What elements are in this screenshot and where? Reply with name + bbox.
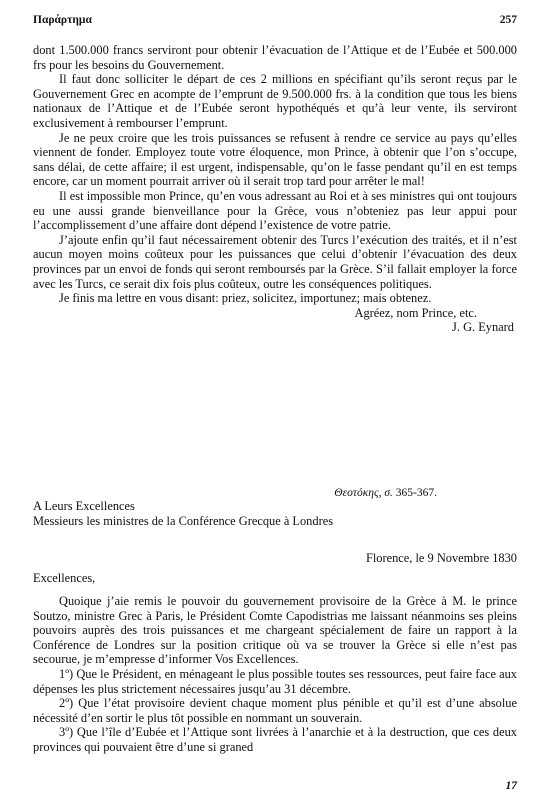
address-line: Messieurs les ministres de la Conférence Grecque à Londres (33, 513, 334, 528)
paragraph: 1º) Que le Président, en ménageant le plus possible toutes ses ressources, peut faire face aux dépenses les plus strictement nécessaires jusqu’au 31 décembre. (33, 666, 517, 696)
address-line: A Leurs Excellences (33, 499, 135, 513)
paragraph: dont 1.500.000 francs serviront pour obtenir l’évacuation de l’Attique et de l’Eubée et 500.000 frs pour les besoins du Gouvernement. (33, 43, 517, 72)
running-header-title: Παράρτημα (33, 14, 92, 26)
paragraph: J’ajoute enfin qu’il faut nécessairement obtenir des Turcs l’exécution des traités, et il n’est aucun moyen moins coûteux pour les puissances que celui d’obtenir l’évacuation des deux provinces par un envoi de fonds qui seront remboursés par la Grèce. S’il fallait employer la force avec les Turcs, ce serait dix fois plus coûteux, outre les conséquences politiques. (33, 232, 517, 291)
letter-conference (33, 594, 517, 755)
paragraph: Il est impossible mon Prince, qu’en vous adressant au Roi et à ses ministres qui ont toujours eu une aussi grande bienveillance pour la Grèce, vous n’obteniez pas leur appui pour l’accomplissement d’une affaire dont dépend l’existence de votre patrie. (33, 188, 517, 233)
paragraph: 3º) Que l’île d’Eubée et l’Attique sont livrées à l’anarchie et à la destruction, que ces deux provinces qui pouvaient être d’une si graned (33, 725, 517, 754)
dateline: Florence, le 9 Novembre 1830 (365, 551, 517, 565)
letter-address (33, 499, 517, 528)
running-header (33, 12, 517, 32)
paragraph: Il faut donc solliciter le départ de ces 2 millions en spécifiant qu’ils seront reçus par le Gouvernement Grec en acompte de l’emprunt de 9.500.000 frs. à la condition que tous les biens nationaux de l’Attique et de l’Eubée seront hypothéqués et qu’à leur vente, ils serviront exclusivement à rembourser l’emprunt. (33, 72, 517, 130)
page (33, 12, 517, 792)
citation-pages: 365-367. (395, 487, 437, 499)
paragraph: Je finis ma lettre en vous disant: priez, solicitez, importunez; mais obtenez. (59, 291, 432, 306)
salutation: Excellences, (33, 571, 96, 585)
paragraph: 2º) Que l’état provisoire devient chaque moment plus pénible et qu’il est d’une absolue nécessité d’en sortir le plus tôt possible en nommant un souverain. (33, 696, 517, 725)
paragraph: Quoique j’aie remis le pouvoir du gouvernement provisoire de la Grèce à M. le prince Soutzo, ministre Grec à Paris, le Président Comte Capodistrias me laissant néanmoins ses pleins pouvoirs auprès des trois puissances et me chargeant spécialement de faire un rapport à la Conférence de Londres sur la position critique où va se trouver la Grèce si elle n’est pas secourue, je m’empresse d’informer Vos Excellences. (33, 594, 517, 667)
citation-source: Θεοτόκης, σ. (334, 487, 393, 499)
signature: J. G. Eynard (452, 320, 514, 335)
source-citation (334, 487, 437, 499)
page-number: 257 (499, 14, 517, 26)
signature-mark: 17 (505, 780, 517, 792)
letter-eynard (33, 43, 517, 335)
closing-formula: Agréez, nom Prince, etc. (354, 305, 477, 320)
paragraph: Je ne peux croire que les trois puissances se refusent à rendre ce service au pays qu’elles viennent de fonder. Employez toute votre éloquence, mon Prince, à obtenir que l’on s’occupe, sans délai, de cette affaire; il est urgent, indispensable, qu’on le fasse pendant qu’il en est temps encore, car un moment pourrait arriver où il serait trop tard pour arrêter le mal! (33, 130, 517, 189)
